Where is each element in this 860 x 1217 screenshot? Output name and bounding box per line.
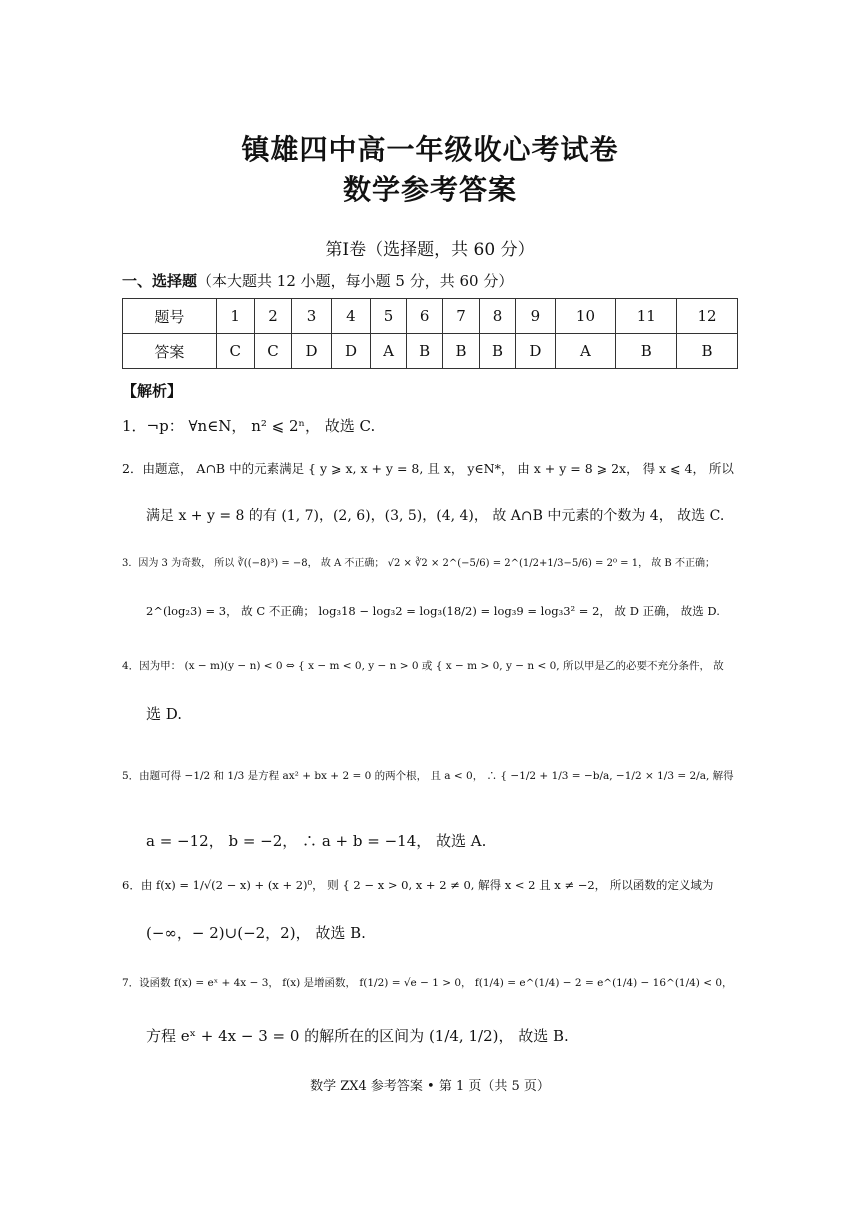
table-cell: B <box>406 334 442 369</box>
table-row-label: 题号 <box>123 299 217 334</box>
solution-line: 1．¬p： ∀n∈N， n² ⩽ 2ⁿ， 故选 C. <box>122 417 376 435</box>
table-cell: B <box>677 334 738 369</box>
table-cell: 5 <box>371 299 407 334</box>
solution-line: 2．由题意， A∩B 中的元素满足 { y ⩾ x, x + y = 8, 且 x， y∈N*， 由 x + y = 8 ⩾ 2x， 得 x ⩽ 4， 所以 <box>122 461 734 476</box>
part-heading-rest: （本大题共 12 小题，每小题 5 分，共 60 分） <box>197 272 514 290</box>
page-footer: 数学 ZX4 参考答案 • 第 1 页（共 5 页） <box>310 1079 550 1094</box>
table-cell: D <box>331 334 370 369</box>
solution-line: 方程 eˣ + 4x − 3 = 0 的解所在的区间为 (1/4, 1/2)， 故选 B. <box>146 1027 569 1045</box>
table-cell: 4 <box>331 299 370 334</box>
table-cell: 6 <box>406 299 442 334</box>
table-cell: 10 <box>555 299 616 334</box>
table-cell: A <box>371 334 407 369</box>
table-row-numbers <box>123 299 738 334</box>
table-cell: C <box>254 334 292 369</box>
solution-line: 2^(log₂3) = 3， 故 C 不正确； log₃18 − log₃2 = log₃(18/2) = log₃9 = log₃3² = 2， 故 D 正确， 故选 D. <box>146 604 720 618</box>
solution-line: 4．因为甲： (x − m)(y − n) < 0 ⇔ { x − m < 0, y − n > 0 或 { x − m > 0, y − n < 0, 所以甲是乙的必要不充分条件， 故 <box>122 660 724 672</box>
table-cell: 1 <box>216 299 254 334</box>
table-cell: 11 <box>616 299 677 334</box>
table-cell: C <box>216 334 254 369</box>
table-cell: D <box>516 334 555 369</box>
solution-line: (−∞，− 2)∪(−2，2)， 故选 B. <box>146 924 366 942</box>
document-title: 镇雄四中高一年级收心考试卷 <box>241 133 619 166</box>
table-cell: 2 <box>254 299 292 334</box>
table-cell: 8 <box>479 299 515 334</box>
section-title: 第Ⅰ卷（选择题，共 60 分） <box>325 240 535 260</box>
solution-line: 选 D. <box>146 705 183 723</box>
table-cell: B <box>479 334 515 369</box>
solution-line: 7．设函数 f(x) = eˣ + 4x − 3， f(x) 是增函数， f(1/2) = √e − 1 > 0， f(1/4) = e^(1/4) − 2 = e^(1/4) − 16^(1/4) < 0， <box>122 977 733 989</box>
part-heading <box>122 270 513 291</box>
answer-table <box>122 298 738 369</box>
table-row-label: 答案 <box>123 334 217 369</box>
part-heading-bold: 一、选择题 <box>122 272 198 290</box>
solution-line: 5．由题可得 −1/2 和 1/3 是方程 ax² + bx + 2 = 0 的两个根， 且 a < 0， ∴ { −1/2 + 1/3 = −b/a, −1/2 × 1/3 = 2/a, 解得 <box>122 770 734 782</box>
table-row-answers <box>123 334 738 369</box>
table-cell: A <box>555 334 616 369</box>
table-cell: 9 <box>516 299 555 334</box>
table-cell: 3 <box>292 299 331 334</box>
solution-line: 满足 x + y = 8 的有 (1, 7)，(2, 6)，(3, 5)，(4, 4)， 故 A∩B 中元素的个数为 4， 故选 C. <box>146 508 725 524</box>
document-subtitle: 数学参考答案 <box>342 173 517 206</box>
table-cell: 7 <box>443 299 479 334</box>
table-cell: D <box>292 334 331 369</box>
analysis-label: 【解析】 <box>122 382 183 400</box>
solution-line: 3．因为 3 为奇数， 所以 ∛((−8)³) = −8， 故 A 不正确； √2 × ∛2 × 2^(−5/6) = 2^(1/2+1/3−5/6) = 2⁰ = 1， 故 B 不正确； <box>122 558 715 569</box>
table-cell: 12 <box>677 299 738 334</box>
table-cell: B <box>443 334 479 369</box>
table-cell: B <box>616 334 677 369</box>
solution-line: a = −12， b = −2， ∴ a + b = −14， 故选 A. <box>146 832 487 850</box>
solution-line: 6．由 f(x) = 1/√(2 − x) + (x + 2)⁰， 则 { 2 − x > 0, x + 2 ≠ 0, 解得 x < 2 且 x ≠ −2， 所以函数的定义域为 <box>122 878 714 892</box>
